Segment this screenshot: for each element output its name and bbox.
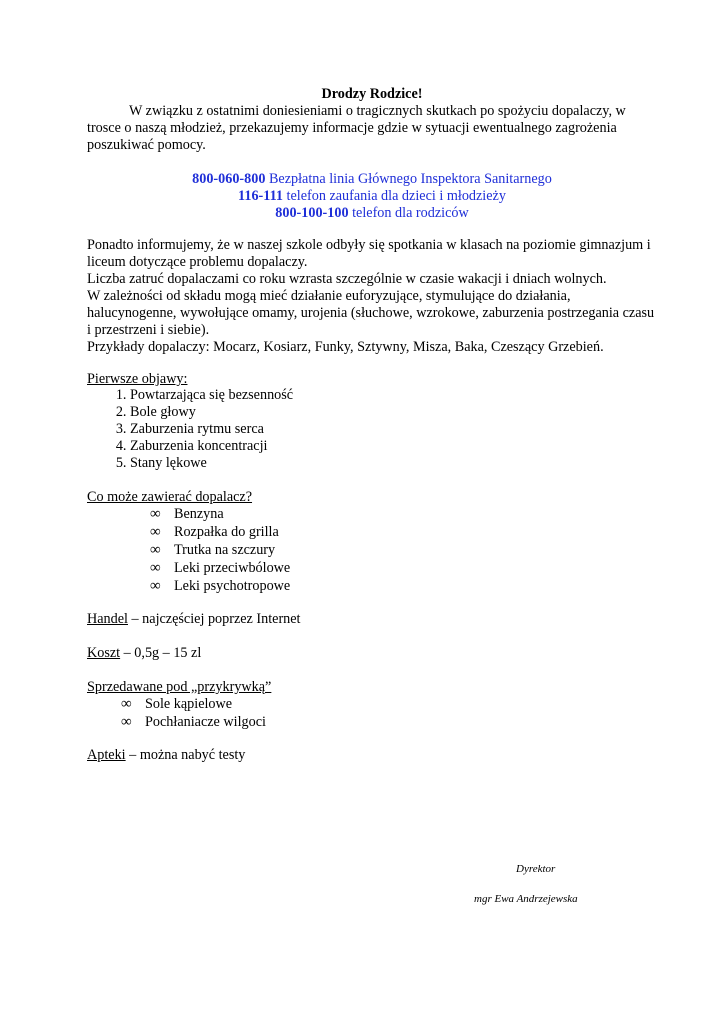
list-item: ∞ Rozpałka do grilla <box>150 523 279 540</box>
pharmacies-line <box>87 747 657 764</box>
info-section <box>87 237 657 356</box>
helplines <box>0 171 724 222</box>
infinity-bullet-icon: ∞ <box>150 559 161 576</box>
cost-label: Koszt <box>87 645 121 661</box>
pharmacies-text: – można nabyć testy <box>125 747 246 763</box>
signature-name: mgr Ewa Andrzejewska <box>474 893 578 905</box>
helpline-description: telefon zaufania dla dzieci i młodzieży <box>282 188 506 204</box>
signature-role: Dyrektor <box>516 863 556 875</box>
info-paragraph: Ponadto informujemy, że w naszej szkole odbyły się spotkania w klasach na poziomie gimnazjum i liceum dotyczące problemu dopalaczy. <box>87 237 651 270</box>
contents-list <box>150 505 290 595</box>
helpline-number: 800-060-800 <box>192 171 266 187</box>
trade-text: – najczęściej poprzez Internet <box>127 611 301 627</box>
info-paragraph: Przykłady dopalaczy: Mocarz, Kosiarz, Funky, Sztywny, Misza, Baka, Czeszący Grzebień. <box>87 339 604 355</box>
list-item: 2. Bole głowy <box>130 404 293 421</box>
cost-line <box>87 645 657 662</box>
infinity-bullet-icon: ∞ <box>150 577 161 594</box>
list-item: ∞ Sole kąpielowe <box>121 695 233 712</box>
infinity-bullet-icon: ∞ <box>121 713 132 730</box>
list-item: 3. Zaburzenia rytmu serca <box>130 421 293 438</box>
sold-as-list <box>121 695 266 731</box>
info-paragraph: Liczba zatruć dopalaczami co roku wzrasta szczególnie w czasie wakacji i dniach wolnych. <box>87 271 607 287</box>
helpline-number: 116-111 <box>238 188 283 204</box>
infinity-bullet-icon: ∞ <box>150 505 161 522</box>
helpline-description: Bezpłatna linia Głównego Inspektora Sanitarnego <box>265 171 552 187</box>
letter-title: Drodzy Rodzice! <box>321 86 423 102</box>
pharmacies-label: Apteki <box>87 747 126 763</box>
infinity-bullet-icon: ∞ <box>121 695 132 712</box>
helpline-number: 800-100-100 <box>275 205 349 221</box>
list-item: ∞ Benzyna <box>150 505 224 522</box>
info-paragraph: W zależności od składu mogą mieć działanie euforyzujące, stymulujące do działania, halucynogenne, wywołujące omamy, urojenia (słuchowe, wzrokowe, zaburzenia postrzegania czasu i przestrzeni i siebie). <box>87 288 655 338</box>
list-item: 4. Zaburzenia koncentracji <box>130 438 293 455</box>
sold-as-heading: Sprzedawane pod „przykrywką” <box>87 679 272 695</box>
helpline-item <box>20 205 724 222</box>
list-item: ∞ Leki psychotropowe <box>150 577 291 594</box>
infinity-bullet-icon: ∞ <box>150 523 161 540</box>
list-item: ∞ Pochłaniacze wilgoci <box>121 713 266 730</box>
helpline-item <box>20 171 724 188</box>
list-item: 1. Powtarzająca się bezsenność <box>130 387 293 404</box>
cost-text: – 0,5g – 15 zl <box>120 645 202 661</box>
symptoms-list <box>87 387 293 472</box>
helpline-description: telefon dla rodziców <box>348 205 469 221</box>
trade-line <box>87 611 657 628</box>
list-item: ∞ Leki przeciwbólowe <box>150 559 291 576</box>
infinity-bullet-icon: ∞ <box>150 541 161 558</box>
list-item: 5. Stany lękowe <box>130 455 293 472</box>
contents-heading: Co może zawierać dopalacz? <box>87 489 253 505</box>
intro-paragraph: W związku z ostatnimi doniesieniami o tragicznych skutkach po spożyciu dopalaczy, w trosce o naszą młodzież, przekazujemy informacje gdzie w sytuacji ewentualnego zagrożenia poszukiwać pomocy. <box>87 103 626 153</box>
helpline-item <box>20 188 724 205</box>
symptoms-heading: Pierwsze objawy: <box>87 371 188 387</box>
trade-label: Handel <box>87 611 128 627</box>
list-item: ∞ Trutka na szczury <box>150 541 276 558</box>
